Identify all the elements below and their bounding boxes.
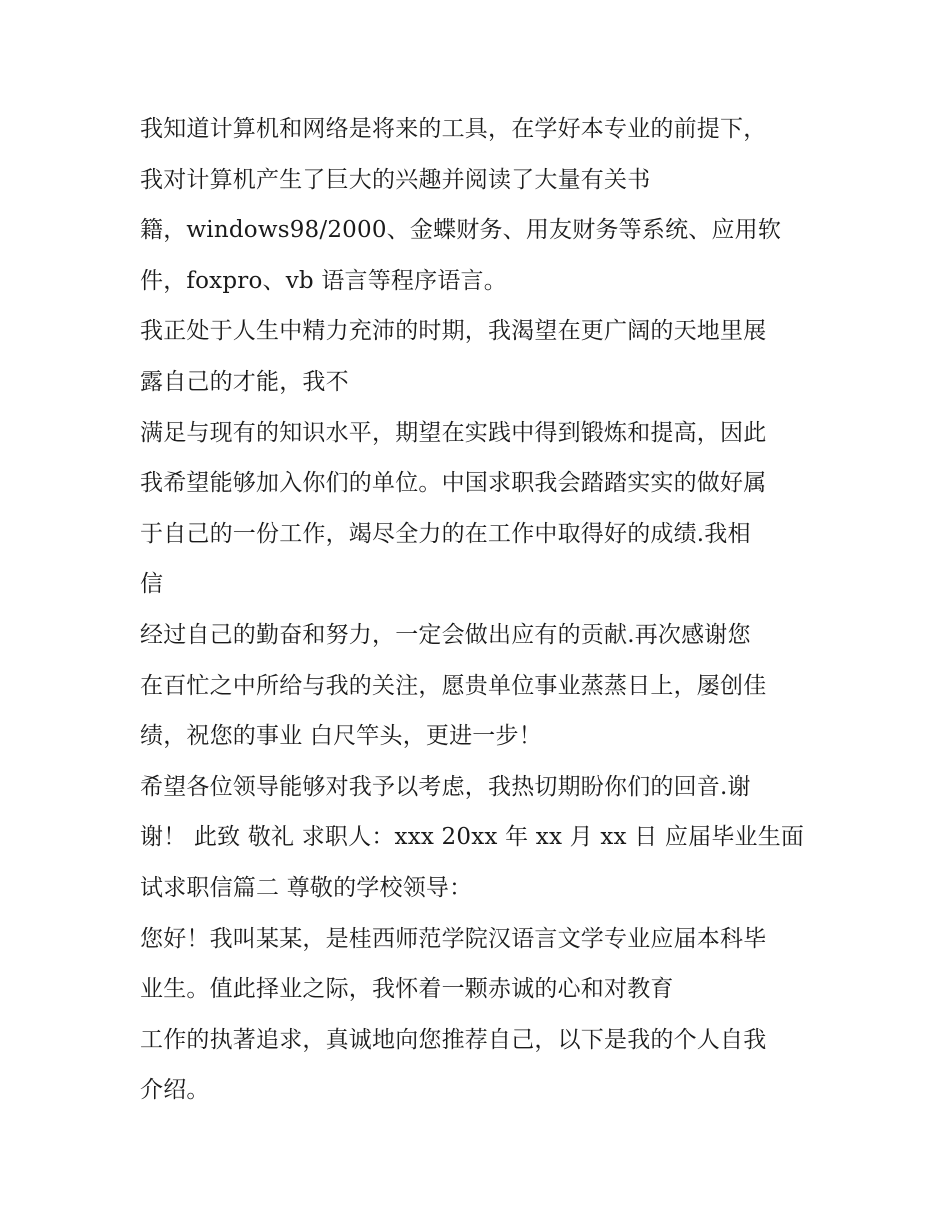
text-line: 经过自己的勤奋和努力，一定会做出应有的贡献.再次感谢您 xyxy=(140,621,751,648)
text-line: 于自己的一份工作，竭尽全力的在工作中取得好的成绩.我相 xyxy=(140,520,751,547)
document-body xyxy=(140,104,830,1116)
text-line: 工作的执著追求，真诚地向您推荐自己，以下是我的个人自我 xyxy=(140,1026,767,1053)
text-line: 绩，祝您的事业 白尺竿头，更进一步！ xyxy=(140,723,542,750)
text-line: 我知道计算机和网络是将来的工具，在学好本专业的前提下， xyxy=(140,116,767,142)
text-line: 谢！ 此致 敬礼 求职人：xxx 20xx 年 xx 月 xx 日 应届毕业生面 xyxy=(140,824,805,851)
text-line: 籍，windows98/2000、金蝶财务、用友财务等系统、应用软 xyxy=(140,217,782,244)
text-line: 我正处于人生中精力充沛的时期，我渴望在更广阔的天地里展 xyxy=(140,318,767,345)
text-line: 介绍。 xyxy=(140,1077,210,1104)
text-line: 我对计算机产生了巨大的兴趣并阅读了大量有关书 xyxy=(140,166,651,193)
text-line: 业生。值此择业之际，我怀着一颗赤诚的心和对教育 xyxy=(140,976,674,1003)
text-line: 在百忙之中所给与我的关注，愿贵单位事业蒸蒸日上，屡创佳 xyxy=(140,672,767,699)
text-line: 露自己的才能，我不 xyxy=(140,368,349,395)
text-line: 满足与现有的知识水平，期望在实践中得到锻炼和提高，因此 xyxy=(140,419,767,446)
text-line: 希望各位领导能够对我予以考虑，我热切期盼你们的回音.谢 xyxy=(140,773,751,800)
text-line: 件，foxpro、vb 语言等程序语言。 xyxy=(140,267,507,294)
text-line: 我希望能够加入你们的单位。中国求职我会踏踏实实的做好属 xyxy=(140,470,767,497)
text-line: 试求职信篇二 尊敬的学校领导： xyxy=(140,874,473,901)
text-line: 信 xyxy=(140,571,164,598)
text-line: 您好！我叫某某，是桂西师范学院汉语言文学专业应届本科毕 xyxy=(140,925,767,952)
